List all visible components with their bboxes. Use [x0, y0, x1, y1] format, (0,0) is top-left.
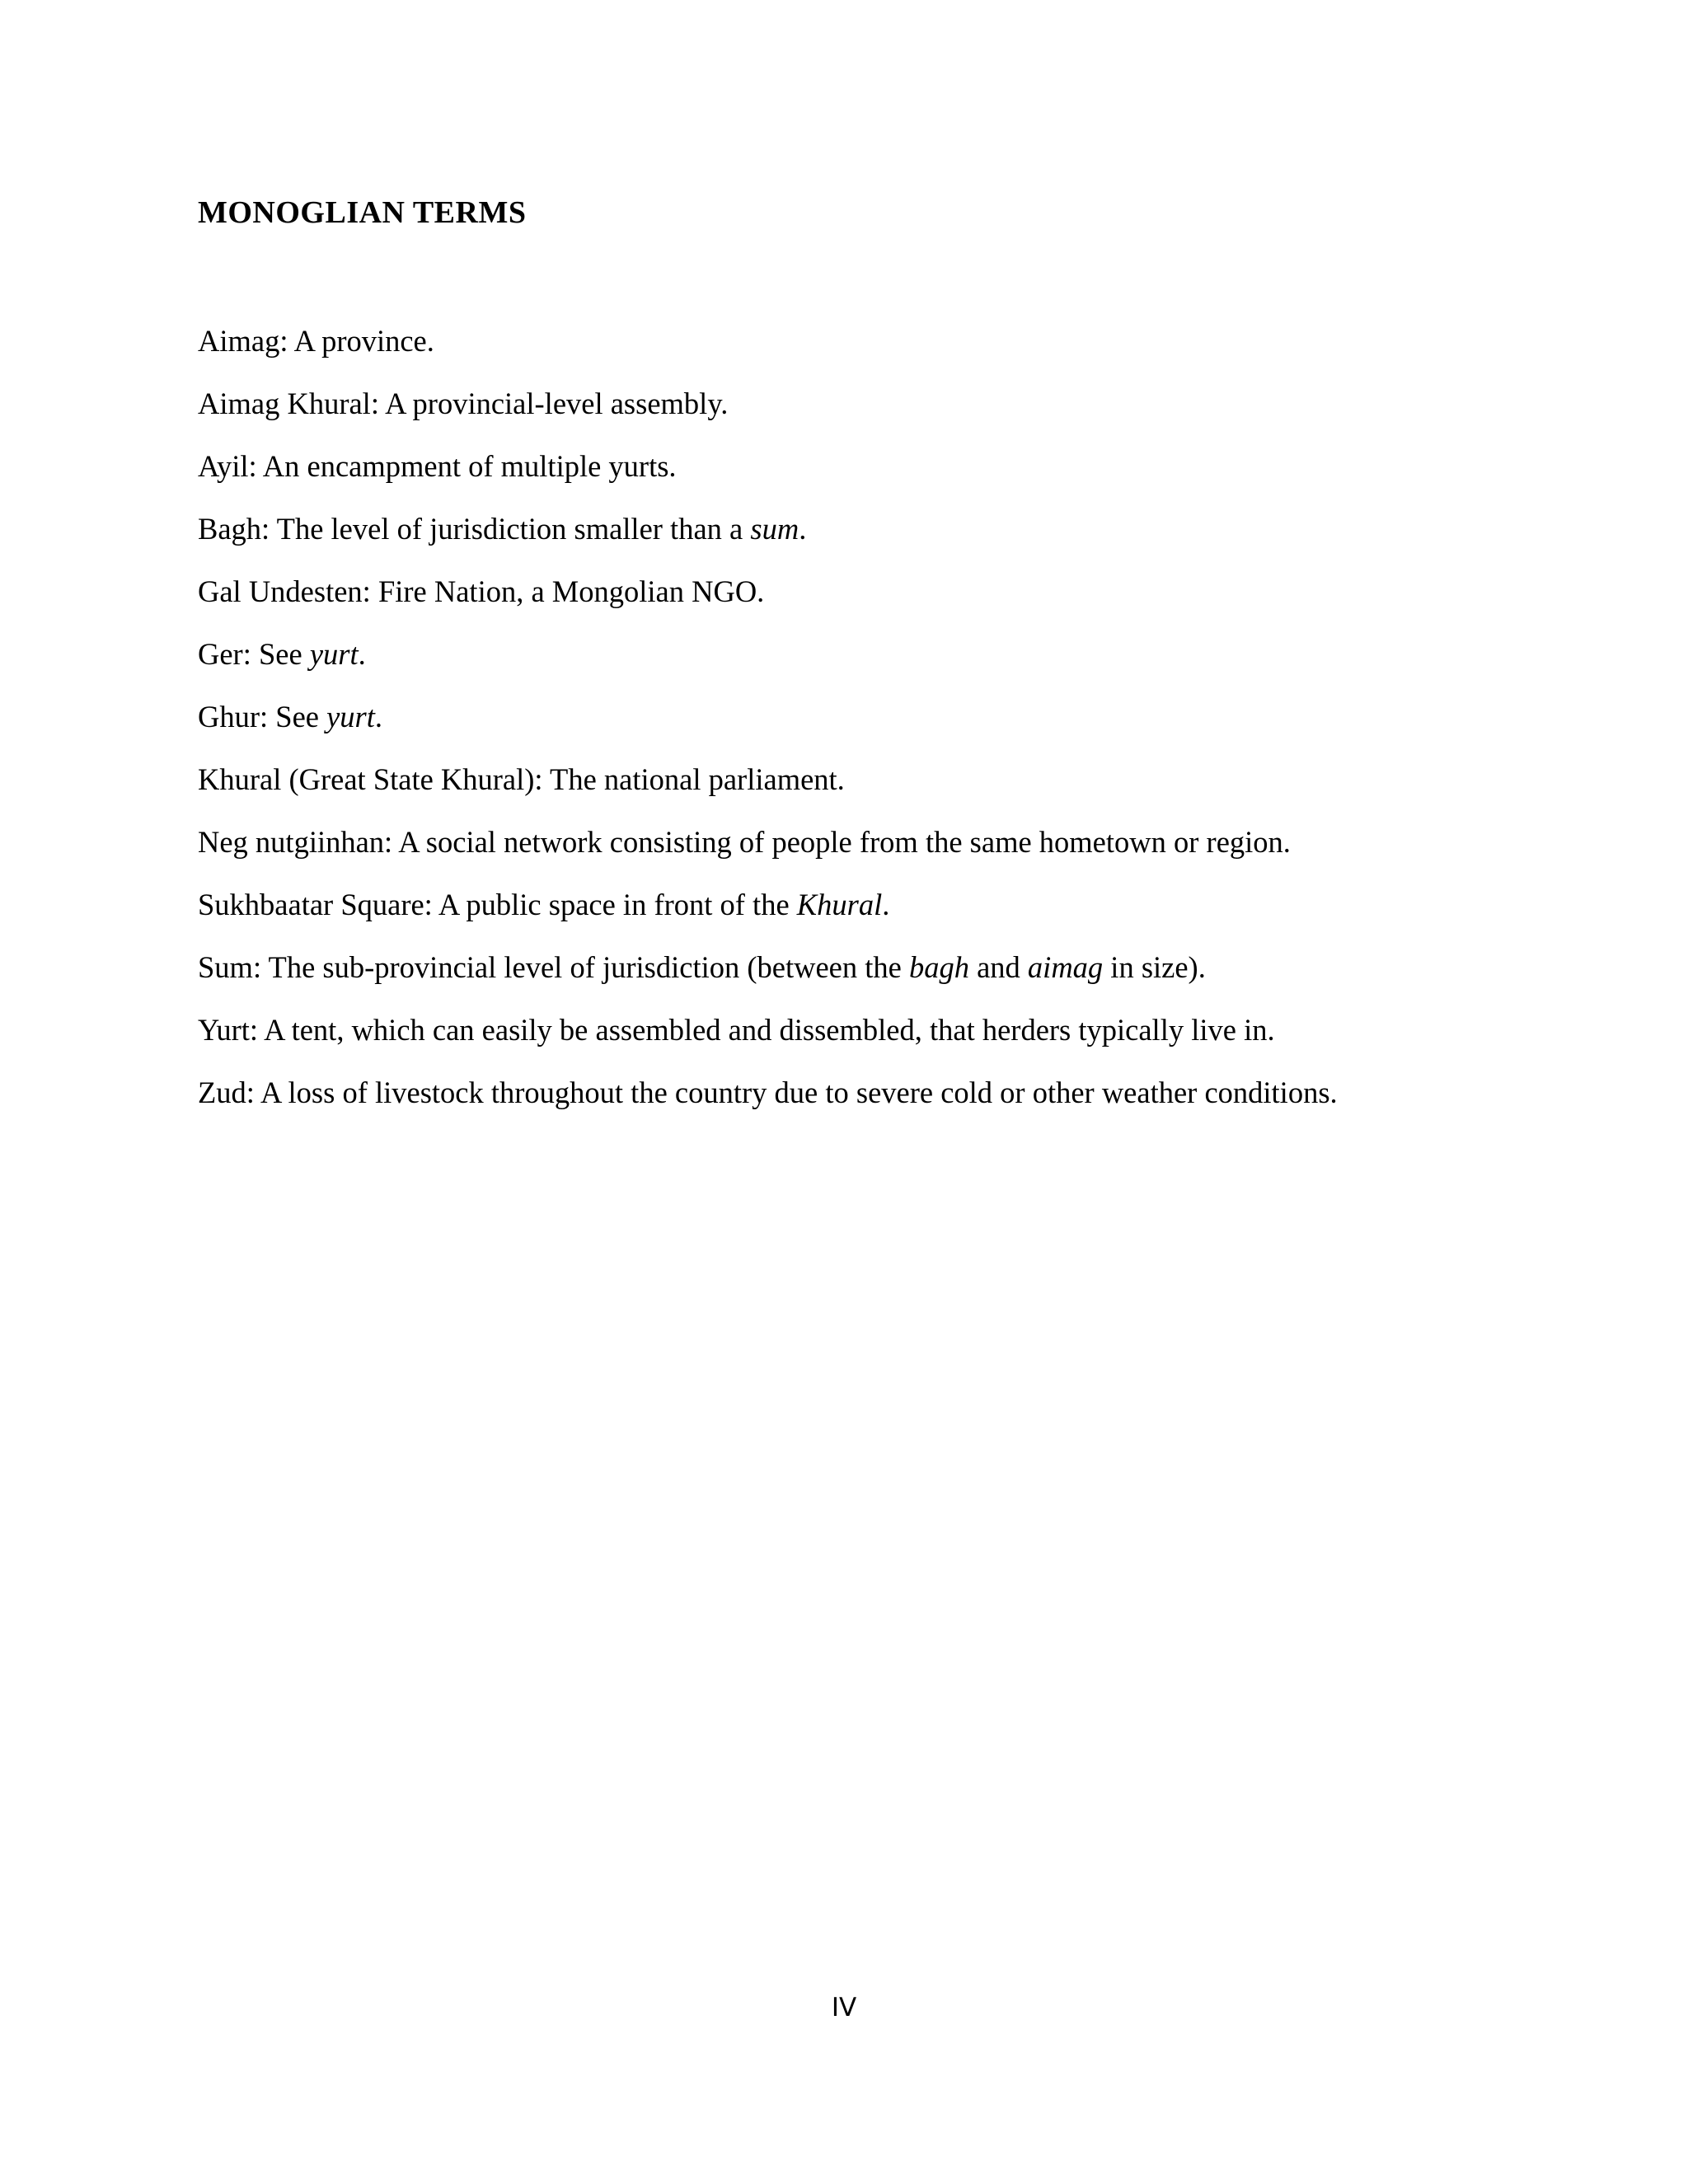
term-text: Sum: The sub-provincial level of jurisdiction (between the — [198, 950, 909, 984]
page-number: IV — [831, 1993, 857, 2022]
term-line — [198, 318, 1517, 381]
term-text: Aimag Khural: A provincial-level assembly. — [198, 387, 729, 420]
terms-list — [198, 318, 1517, 1132]
term-text: Ghur: See — [198, 700, 327, 733]
term-line — [198, 944, 1517, 1007]
term-text: in size). — [1103, 950, 1206, 984]
italic-term: yurt — [309, 637, 359, 671]
term-line — [198, 1070, 1517, 1132]
term-text: Gal Undesten: Fire Nation, a Mongolian NGO. — [198, 574, 765, 608]
term-text: Khural (Great State Khural): The national parliament. — [198, 762, 845, 796]
term-text: Sukhbaatar Square: A public space in front of the — [198, 888, 797, 921]
term-text: Bagh: The level of jurisdiction smaller than a — [198, 512, 751, 546]
italic-term: bagh — [908, 950, 969, 984]
term-text: Aimag: A province. — [198, 324, 434, 358]
italic-term: yurt — [326, 700, 375, 733]
term-line — [198, 882, 1517, 944]
italic-term: aimag — [1027, 950, 1104, 984]
term-line — [198, 506, 1517, 569]
term-line — [198, 381, 1517, 443]
term-text: . — [358, 637, 366, 671]
term-line — [198, 569, 1517, 631]
term-text: Ayil: An encampment of multiple yurts. — [198, 449, 677, 483]
italic-term: sum — [750, 512, 799, 546]
term-line — [198, 819, 1517, 882]
term-text: . — [374, 700, 383, 733]
term-text: Yurt: A tent, which can easily be assembled and dissembled, that herders typically live in. — [198, 1013, 1275, 1047]
term-line — [198, 757, 1517, 819]
term-text: . — [882, 888, 890, 921]
term-text: . — [799, 512, 807, 546]
term-text: Neg nutgiinhan: A social network consisting of people from the same hometown or region. — [198, 825, 1291, 859]
term-text: Zud: A loss of livestock throughout the country due to severe cold or other weather conditions. — [198, 1076, 1338, 1109]
term-line — [198, 1007, 1517, 1070]
term-line — [198, 694, 1517, 757]
term-line — [198, 631, 1517, 694]
term-text: and — [968, 950, 1028, 984]
term-line — [198, 443, 1517, 506]
italic-term: Khural — [796, 888, 883, 921]
term-text: Ger: See — [198, 637, 310, 671]
page-heading: MONOGLIAN TERMS — [198, 195, 527, 230]
